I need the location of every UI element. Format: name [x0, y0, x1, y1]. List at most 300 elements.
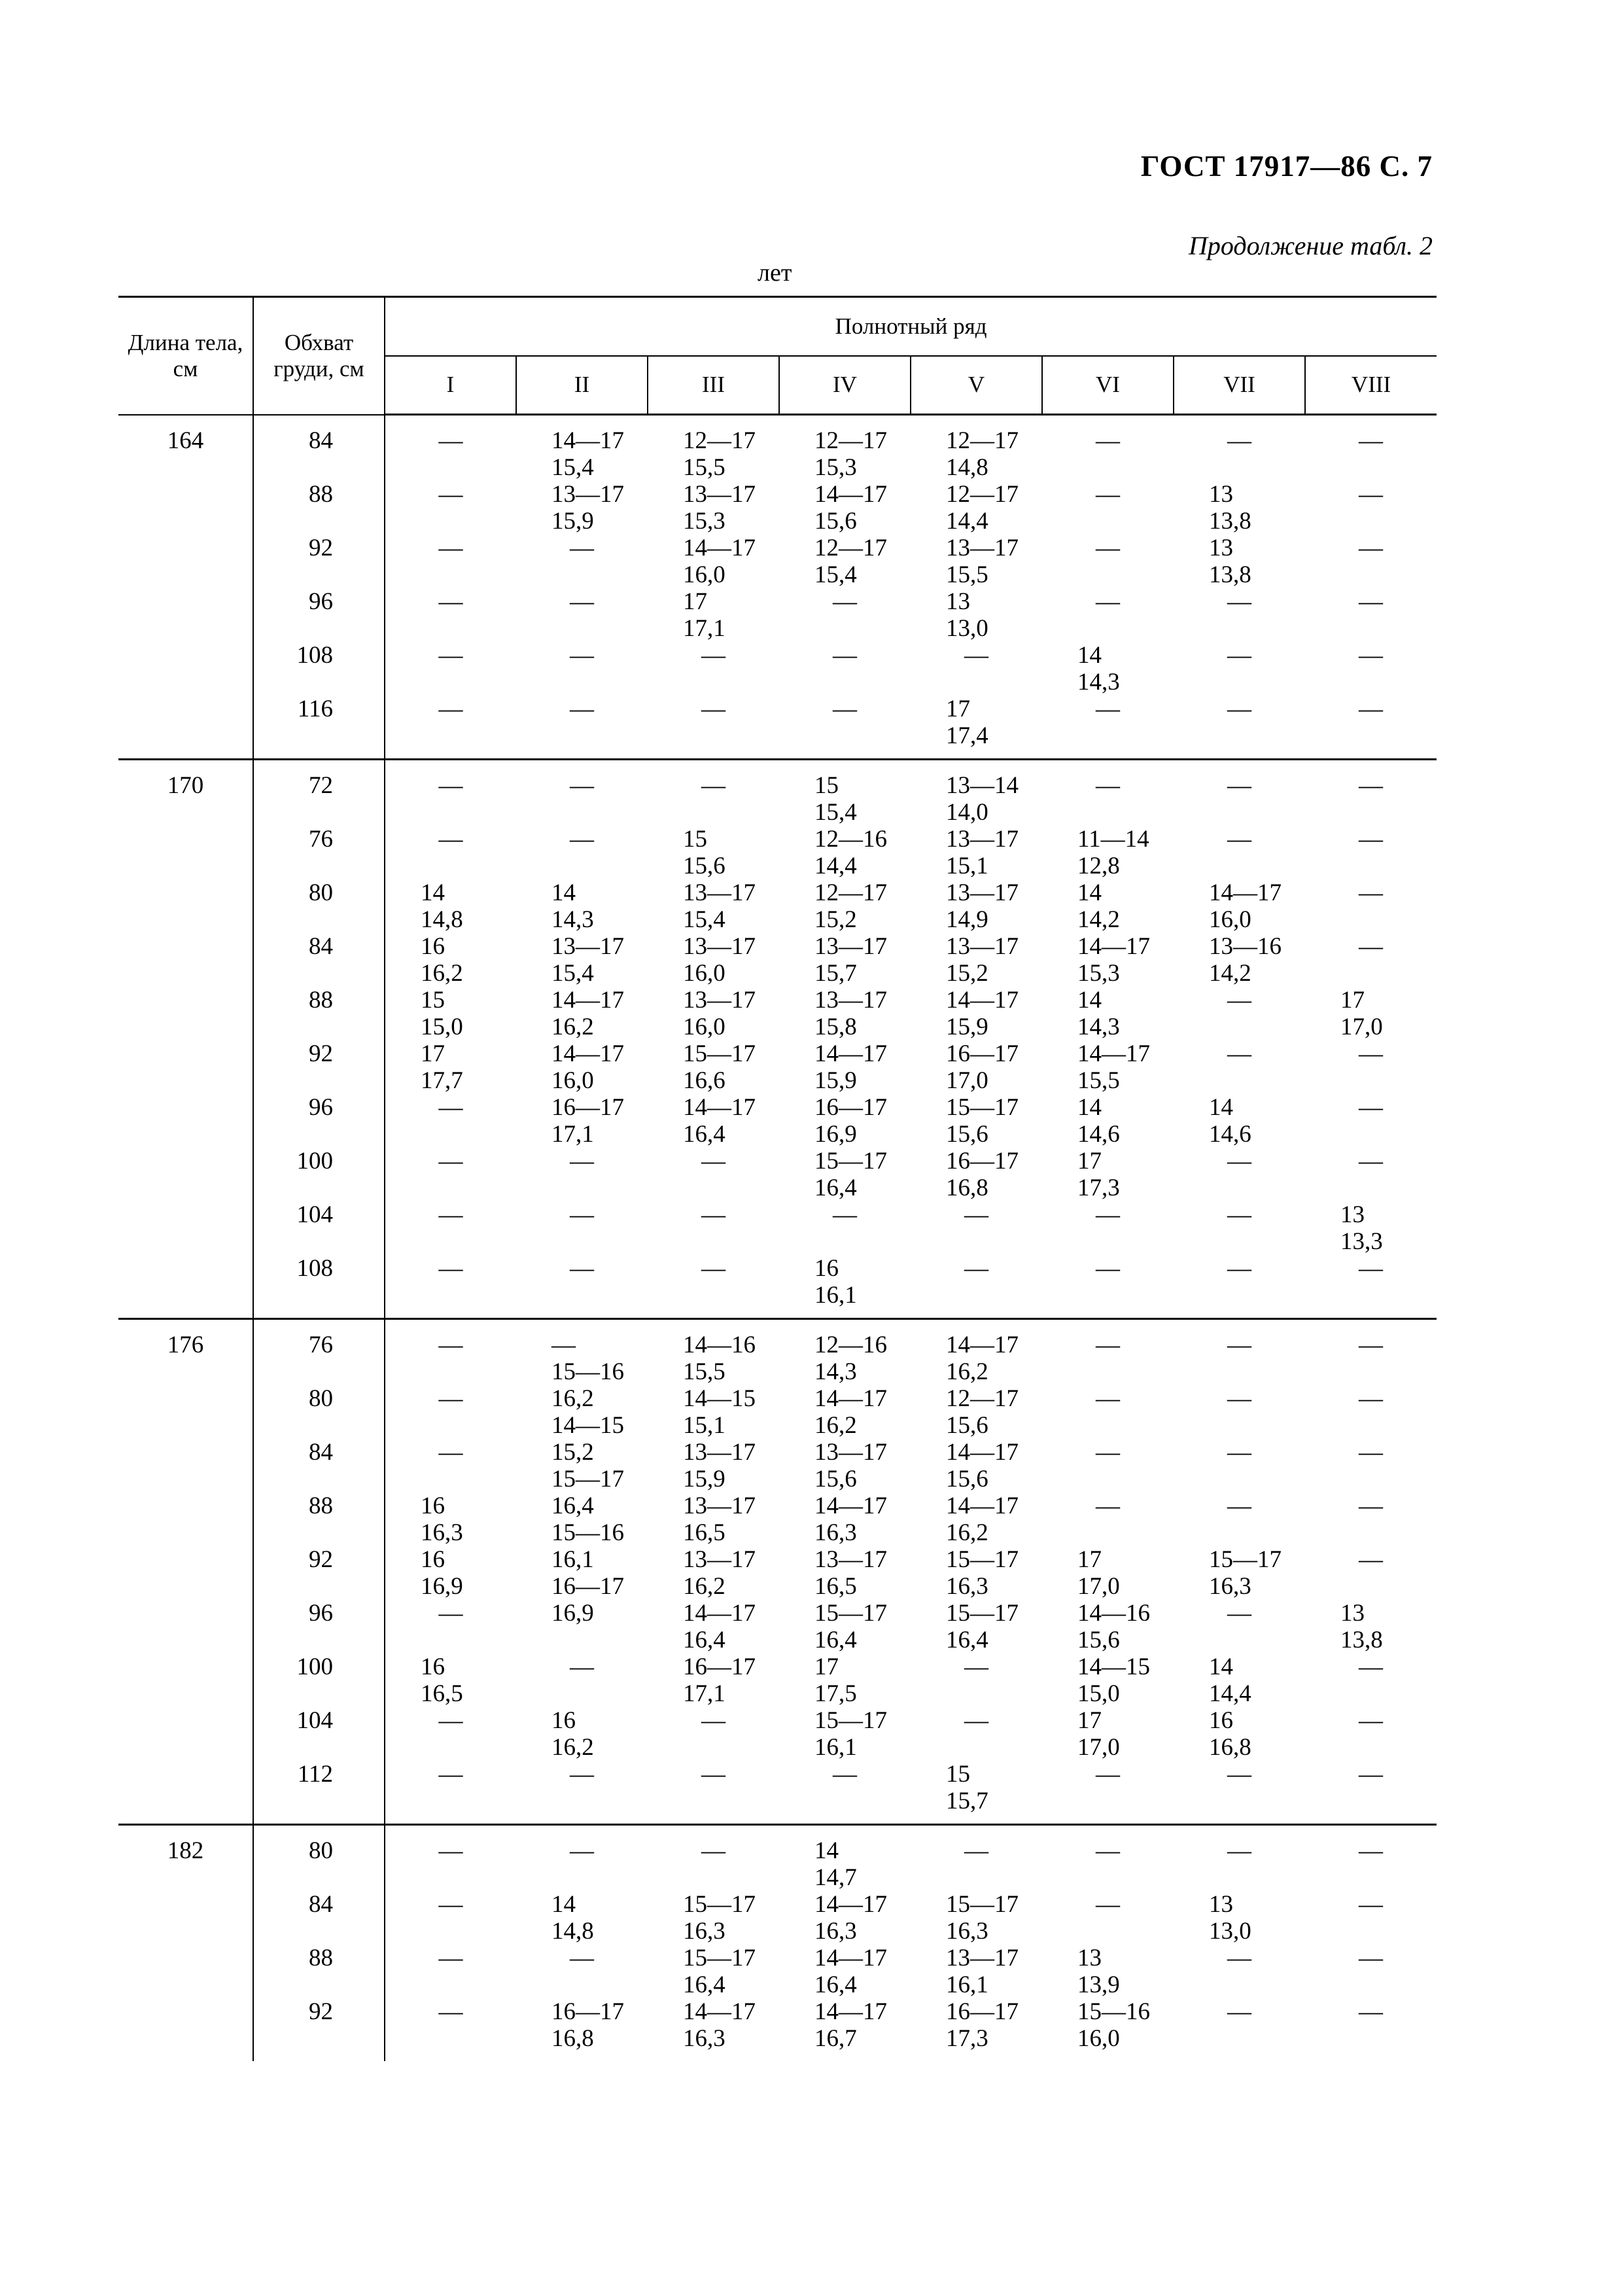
years-label: лет — [758, 259, 792, 287]
age-cell — [648, 933, 779, 987]
age-range: 16 — [421, 933, 445, 960]
age-cell — [1042, 481, 1174, 535]
age-cell — [516, 1600, 648, 1653]
age-mean: 15—17 — [551, 1466, 624, 1492]
age-mean: 17,0 — [1077, 1734, 1120, 1761]
age-range: 14—17 — [814, 1998, 887, 2025]
body-length-cell — [118, 1148, 253, 1201]
body-length-cell — [118, 933, 253, 987]
age-cell — [1042, 1148, 1174, 1201]
column-header-group: VII — [1174, 356, 1305, 415]
age-range: 13—17 — [683, 1546, 756, 1573]
age-range: — — [1227, 1332, 1251, 1358]
chest-value: 96 — [309, 1600, 333, 1627]
column-header-group: V — [911, 356, 1042, 415]
age-range: 15—17 — [814, 1600, 887, 1627]
age-range: 13 — [1340, 1600, 1365, 1627]
age-mean: 17,5 — [814, 1680, 857, 1707]
age-mean: 15,1 — [946, 853, 988, 879]
age-cell — [779, 415, 911, 482]
age-cell — [1305, 1319, 1437, 1386]
age-cell — [1305, 1201, 1437, 1255]
age-cell — [385, 1040, 516, 1094]
age-range: 16—17 — [551, 1094, 624, 1121]
age-cell — [911, 1546, 1042, 1600]
age-range: 14—17 — [946, 1332, 1019, 1358]
chest-cell — [253, 1255, 385, 1319]
age-range: — — [438, 588, 463, 615]
age-cell — [385, 1201, 516, 1255]
age-range: — — [833, 642, 857, 669]
age-range: — — [1096, 1385, 1120, 1412]
age-range: 14—17 — [946, 987, 1019, 1014]
age-mean: 15,6 — [946, 1412, 988, 1439]
age-range: — — [1227, 1148, 1251, 1174]
age-range: 14 — [814, 1837, 839, 1864]
age-cell — [1174, 879, 1305, 933]
age-cell — [1174, 415, 1305, 482]
age-range: 15—17 — [946, 1094, 1019, 1121]
age-cell — [1305, 1707, 1437, 1761]
age-mean: 15,4 — [683, 906, 725, 933]
age-cell — [911, 642, 1042, 696]
age-cell — [1174, 1439, 1305, 1492]
chest-cell — [253, 1653, 385, 1707]
age-cell — [516, 1040, 648, 1094]
age-cell — [648, 1825, 779, 1892]
body-length-cell — [118, 1825, 253, 1892]
chest-value: 88 — [309, 481, 333, 508]
age-mean: 16,0 — [551, 1067, 594, 1094]
age-range: — — [1359, 1255, 1384, 1282]
age-range: 13 — [1077, 1945, 1102, 1971]
age-cell — [1042, 1600, 1174, 1653]
age-cell — [1305, 933, 1437, 987]
age-cell — [779, 481, 911, 535]
age-range: — — [570, 1945, 594, 1971]
age-range: — — [438, 1332, 463, 1358]
chest-cell — [253, 1094, 385, 1148]
age-range: — — [438, 1439, 463, 1466]
age-cell — [516, 1707, 648, 1761]
age-cell — [911, 535, 1042, 588]
age-range: 14—17 — [946, 1439, 1019, 1466]
age-cell — [385, 1891, 516, 1945]
age-cell — [1174, 1825, 1305, 1892]
age-cell — [385, 696, 516, 760]
age-mean: 15,3 — [1077, 960, 1120, 987]
age-range: — — [1359, 772, 1384, 799]
age-cell — [1174, 642, 1305, 696]
column-header-group: I — [385, 356, 516, 415]
age-mean: 14,4 — [1209, 1680, 1251, 1707]
age-range: 15 — [683, 826, 707, 853]
age-cell — [911, 879, 1042, 933]
age-range: — — [1227, 1040, 1251, 1067]
table-row — [118, 642, 1437, 696]
age-cell — [1174, 1201, 1305, 1255]
age-cell — [516, 987, 648, 1040]
table-row — [118, 588, 1437, 642]
age-cell — [779, 1998, 911, 2061]
age-cell — [385, 1148, 516, 1201]
age-cell — [911, 1891, 1042, 1945]
chest-cell — [253, 933, 385, 987]
body-length-cell — [118, 535, 253, 588]
age-cell — [385, 879, 516, 933]
age-range: — — [1359, 933, 1384, 960]
age-cell — [648, 588, 779, 642]
age-range: 17 — [421, 1040, 445, 1067]
age-mean: 16,2 — [421, 960, 463, 987]
age-mean: 16,4 — [683, 1627, 725, 1653]
age-mean: 16,0 — [683, 1014, 725, 1040]
age-mean: 17,1 — [683, 1680, 725, 1707]
age-range: 16 — [421, 1492, 445, 1519]
age-cell — [911, 1600, 1042, 1653]
age-range: — — [1359, 1891, 1384, 1918]
age-range: — — [570, 696, 594, 722]
age-range: — — [1096, 1761, 1120, 1788]
age-mean: 16,4 — [946, 1627, 988, 1653]
age-cell — [911, 588, 1042, 642]
age-cell — [1174, 1492, 1305, 1546]
age-range: — — [701, 1707, 725, 1734]
age-range: 16,9 — [551, 1600, 594, 1627]
age-range: 15—17 — [683, 1945, 756, 1971]
age-mean: 15,6 — [814, 1466, 857, 1492]
age-range: 15—17 — [814, 1148, 887, 1174]
age-cell — [1305, 1891, 1437, 1945]
age-cell — [1174, 1040, 1305, 1094]
age-range: — — [1359, 696, 1384, 722]
age-cell — [1305, 1600, 1437, 1653]
age-cell — [516, 1319, 648, 1386]
body-length-cell — [118, 1439, 253, 1492]
age-cell — [1174, 535, 1305, 588]
chest-value: 104 — [296, 1707, 333, 1734]
age-cell — [385, 1094, 516, 1148]
chest-cell — [253, 481, 385, 535]
age-mean: 14,8 — [421, 906, 463, 933]
age-range: — — [701, 696, 725, 722]
chest-cell — [253, 1600, 385, 1653]
chest-value: 76 — [309, 1332, 333, 1358]
age-cell — [779, 1492, 911, 1546]
age-range: — — [1359, 1837, 1384, 1864]
age-cell — [1042, 1201, 1174, 1255]
age-cell — [648, 1653, 779, 1707]
age-range: 16 — [1209, 1707, 1233, 1734]
age-range: 16—17 — [683, 1653, 756, 1680]
age-range: 16 — [421, 1546, 445, 1573]
age-cell — [779, 1439, 911, 1492]
age-cell — [911, 987, 1042, 1040]
table-row — [118, 1201, 1437, 1255]
age-range: 12—17 — [814, 879, 887, 906]
age-range: — — [1359, 1945, 1384, 1971]
age-mean: 16,9 — [421, 1573, 463, 1600]
chest-cell — [253, 1385, 385, 1439]
age-range: 14—15 — [1077, 1653, 1150, 1680]
age-cell — [779, 1707, 911, 1761]
age-cell — [516, 1094, 648, 1148]
age-range: — — [1096, 1332, 1120, 1358]
age-cell — [648, 1040, 779, 1094]
age-mean: 16,3 — [1209, 1573, 1251, 1600]
age-range: — — [1359, 1998, 1384, 2025]
chest-value: 92 — [309, 535, 333, 561]
table-row — [118, 826, 1437, 879]
age-range: — — [1359, 826, 1384, 853]
age-range: 13—17 — [683, 1439, 756, 1466]
age-range: 14—17 — [814, 1891, 887, 1918]
body-length-value: 164 — [167, 427, 204, 454]
table-row — [118, 481, 1437, 535]
age-cell — [385, 1998, 516, 2061]
age-cell — [1042, 1319, 1174, 1386]
age-cell — [648, 1439, 779, 1492]
age-cell — [779, 1891, 911, 1945]
chest-cell — [253, 760, 385, 826]
size-table — [118, 296, 1437, 2061]
age-range: 14—17 — [551, 427, 624, 454]
chest-value: 80 — [309, 879, 333, 906]
age-range: 14 — [1209, 1653, 1233, 1680]
age-cell — [385, 1319, 516, 1386]
age-cell — [1305, 1040, 1437, 1094]
age-range: 16—17 — [551, 1998, 624, 2025]
age-mean: 15,9 — [814, 1067, 857, 1094]
age-cell — [648, 826, 779, 879]
age-range: — — [570, 772, 594, 799]
age-mean: 15,3 — [814, 454, 857, 481]
age-range: 13—17 — [946, 879, 1019, 906]
age-mean: 16,2 — [551, 1734, 594, 1761]
age-cell — [1042, 1094, 1174, 1148]
age-range: — — [701, 642, 725, 669]
age-cell — [1305, 826, 1437, 879]
age-cell — [516, 1255, 648, 1319]
age-range: 16—17 — [946, 1998, 1019, 2025]
age-mean: 16,2 — [946, 1519, 988, 1546]
age-range: — — [964, 1837, 988, 1864]
age-cell — [1174, 1945, 1305, 1998]
age-range: — — [570, 1837, 594, 1864]
age-mean: 16,6 — [683, 1067, 725, 1094]
age-range: 14 — [551, 879, 576, 906]
age-cell — [1305, 1255, 1437, 1319]
age-cell — [1305, 588, 1437, 642]
chest-value: 92 — [309, 1546, 333, 1573]
age-range: — — [438, 1201, 463, 1228]
age-range: — — [833, 696, 857, 722]
age-cell — [385, 481, 516, 535]
age-cell — [1305, 1492, 1437, 1546]
age-cell — [385, 1761, 516, 1825]
age-cell — [1042, 1385, 1174, 1439]
age-range: — — [1359, 1148, 1384, 1174]
page-header: ГОСТ 17917—86 С. 7 — [1140, 150, 1433, 183]
age-range: 13—17 — [814, 1439, 887, 1466]
body-length-cell — [118, 1385, 253, 1439]
age-mean: 16,0 — [1077, 2025, 1120, 2052]
table-row — [118, 696, 1437, 760]
age-mean: 13,8 — [1340, 1627, 1383, 1653]
age-range: — — [1227, 1201, 1251, 1228]
age-cell — [648, 1319, 779, 1386]
age-range: 13—14 — [946, 772, 1019, 799]
age-cell — [648, 1255, 779, 1319]
chest-value: 72 — [309, 772, 333, 799]
age-cell — [648, 1492, 779, 1546]
age-cell — [1174, 826, 1305, 879]
age-cell — [385, 1600, 516, 1653]
age-cell — [779, 1945, 911, 1998]
age-mean: 16,2 — [683, 1573, 725, 1600]
age-range: — — [701, 1761, 725, 1788]
age-mean: 17,7 — [421, 1067, 463, 1094]
age-range: — — [1359, 1761, 1384, 1788]
age-mean: 16,8 — [946, 1174, 988, 1201]
age-mean: 16,4 — [683, 1971, 725, 1998]
chest-cell — [253, 415, 385, 482]
age-mean: 16,2 — [814, 1412, 857, 1439]
column-header-group: IV — [779, 356, 911, 415]
age-range: — — [701, 1201, 725, 1228]
age-mean: 14,6 — [1077, 1121, 1120, 1148]
age-cell — [1042, 1945, 1174, 1998]
chest-value: 92 — [309, 1040, 333, 1067]
age-cell — [911, 1319, 1042, 1386]
age-range: 15—17 — [946, 1546, 1019, 1573]
age-cell — [516, 1385, 648, 1439]
age-cell — [516, 696, 648, 760]
age-range: — — [1359, 481, 1384, 508]
age-cell — [385, 1492, 516, 1546]
age-cell — [385, 933, 516, 987]
age-cell — [779, 826, 911, 879]
table-row — [118, 1040, 1437, 1094]
age-cell — [516, 1492, 648, 1546]
age-cell — [1305, 415, 1437, 482]
age-range: — — [1227, 588, 1251, 615]
age-range: 15 — [421, 987, 445, 1014]
age-range: 14 — [551, 1891, 576, 1918]
age-mean: 15,2 — [946, 960, 988, 987]
age-cell — [911, 1653, 1042, 1707]
age-mean: 15,9 — [551, 508, 594, 535]
age-mean: 13,8 — [1209, 508, 1251, 535]
age-range: 13—17 — [814, 933, 887, 960]
age-range: — — [1096, 1891, 1120, 1918]
age-cell — [1042, 1707, 1174, 1761]
age-cell — [385, 642, 516, 696]
age-cell — [1042, 535, 1174, 588]
age-range: — — [570, 826, 594, 853]
age-cell — [385, 1255, 516, 1319]
age-range: — — [1096, 427, 1120, 454]
age-mean: 14,9 — [946, 906, 988, 933]
age-mean: 14,8 — [946, 454, 988, 481]
age-range: — — [438, 696, 463, 722]
chest-cell — [253, 987, 385, 1040]
body-length-cell — [118, 1998, 253, 2061]
age-cell — [1042, 1761, 1174, 1825]
age-range: 13—17 — [683, 481, 756, 508]
age-mean: 13,3 — [1340, 1228, 1383, 1255]
age-mean: 16,2 — [946, 1358, 988, 1385]
age-cell — [1305, 1825, 1437, 1892]
age-range: — — [1359, 1707, 1384, 1734]
age-range: — — [701, 772, 725, 799]
table-row — [118, 1255, 1437, 1319]
age-mean: 15,4 — [814, 561, 857, 588]
table-row — [118, 1439, 1437, 1492]
age-range: — — [438, 1600, 463, 1627]
age-mean: 16,3 — [683, 2025, 725, 2052]
age-mean: 16,0 — [683, 561, 725, 588]
age-cell — [911, 1255, 1042, 1319]
chest-value: 88 — [309, 1945, 333, 1971]
age-mean: 15,0 — [421, 1014, 463, 1040]
age-cell — [385, 826, 516, 879]
age-range: — — [1096, 481, 1120, 508]
age-range: 17 — [1077, 1148, 1102, 1174]
chest-cell — [253, 1998, 385, 2061]
age-range: 13—17 — [683, 933, 756, 960]
age-range: 13—17 — [814, 1546, 887, 1573]
age-cell — [1174, 1148, 1305, 1201]
chest-cell — [253, 535, 385, 588]
age-range: — — [570, 1148, 594, 1174]
age-mean: 14,3 — [1077, 1014, 1120, 1040]
age-mean: 15,7 — [946, 1788, 988, 1814]
age-range: 14—15 — [683, 1385, 756, 1412]
body-length-cell — [118, 879, 253, 933]
age-mean: 13,0 — [946, 615, 988, 642]
age-range: 16—17 — [814, 1094, 887, 1121]
age-range: — — [438, 1707, 463, 1734]
age-cell — [1174, 760, 1305, 826]
table-row — [118, 1761, 1437, 1825]
age-cell — [516, 1891, 648, 1945]
age-range: — — [1227, 1761, 1251, 1788]
age-range: 15—17 — [814, 1707, 887, 1734]
age-mean: 15,6 — [814, 508, 857, 535]
age-cell — [1042, 1653, 1174, 1707]
age-cell — [1174, 1319, 1305, 1386]
age-cell — [516, 1653, 648, 1707]
age-range: 14—17 — [551, 1040, 624, 1067]
age-cell — [385, 1385, 516, 1439]
chest-value: 108 — [296, 642, 333, 669]
age-range: 13 — [1209, 481, 1233, 508]
age-range: 14—17 — [814, 1492, 887, 1519]
age-range: 13—17 — [946, 1945, 1019, 1971]
age-range: 14 — [1077, 987, 1102, 1014]
age-mean: 16,3 — [946, 1918, 988, 1945]
age-cell — [648, 987, 779, 1040]
age-range: — — [1227, 642, 1251, 669]
age-mean: 15,9 — [946, 1014, 988, 1040]
age-mean: 17,3 — [1077, 1174, 1120, 1201]
chest-cell — [253, 1201, 385, 1255]
age-cell — [1174, 588, 1305, 642]
age-range: — — [1227, 826, 1251, 853]
chest-value: 100 — [296, 1653, 333, 1680]
age-cell — [385, 415, 516, 482]
